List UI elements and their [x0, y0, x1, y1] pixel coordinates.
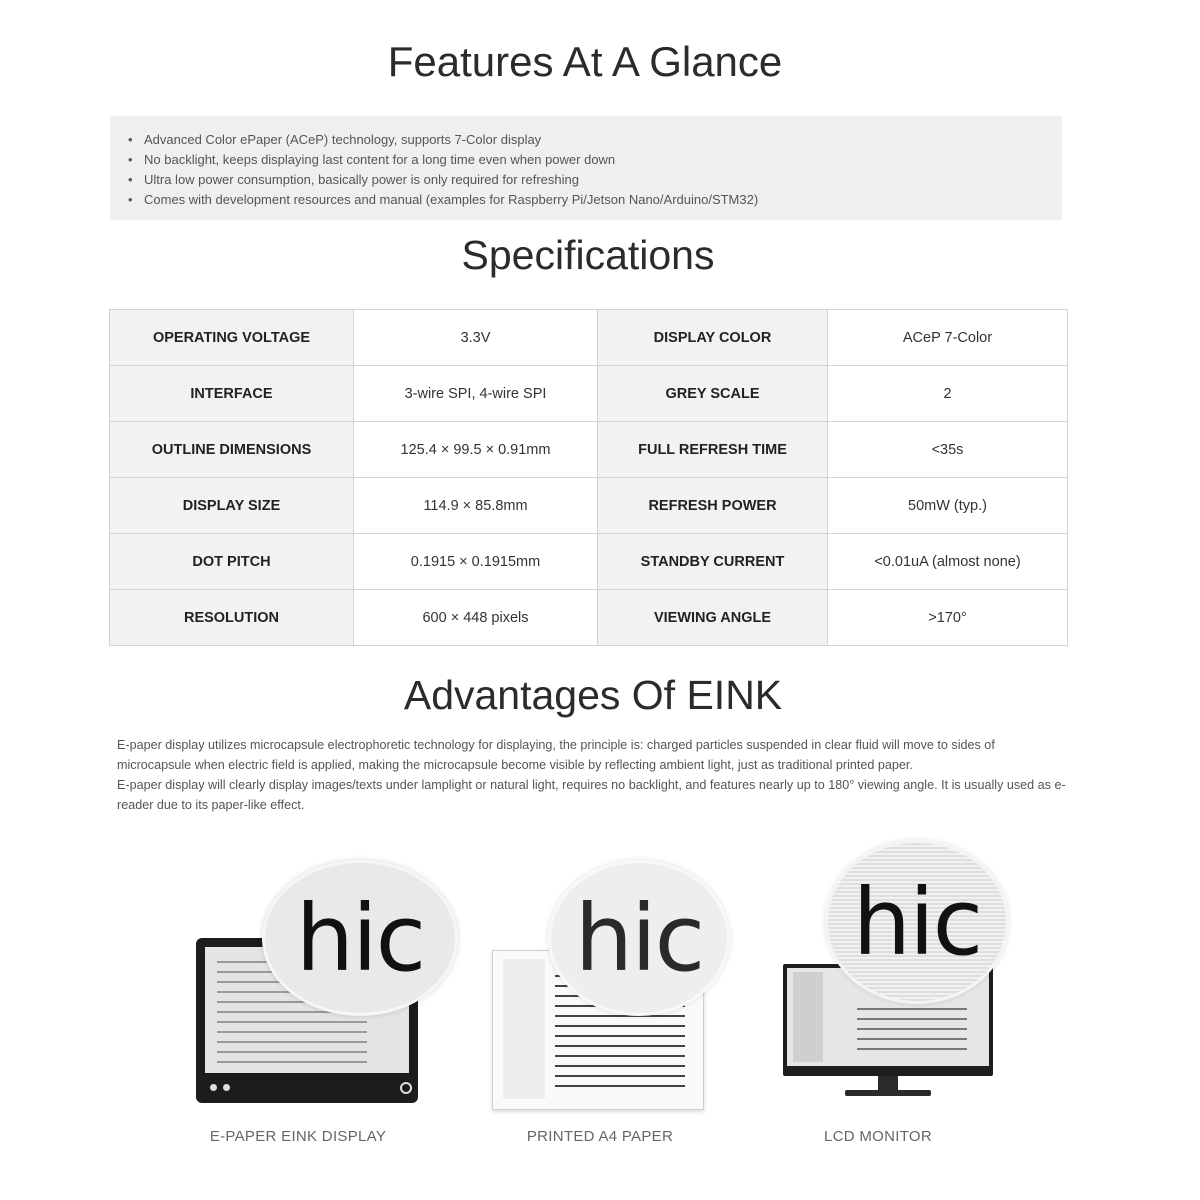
- table-row: [110, 534, 1068, 590]
- magnified-text: hic: [852, 868, 982, 976]
- spec-label: OPERATING VOLTAGE: [110, 310, 354, 366]
- spec-value: 2: [828, 366, 1068, 422]
- lcd-monitor-illustration: [775, 840, 1015, 1110]
- monitor-window-panel: [793, 972, 823, 1062]
- spec-value: >170°: [828, 590, 1068, 646]
- table-row: [110, 590, 1068, 646]
- spec-value: 0.1915 × 0.1915mm: [354, 534, 598, 590]
- feature-item: • No backlight, keeps displaying last content for a long time even when power down: [128, 150, 1062, 170]
- advantages-paragraph: E-paper display utilizes microcapsule electrophoretic technology for displaying, the principle is: charged particles suspended in clear fluid will move to sides of microcapsule when electric field is applied, making the microcapsule become visible by reflecting ambient light, just as traditional printed paper.: [117, 738, 995, 772]
- features-list-box: [110, 116, 1062, 220]
- feature-item: • Ultra low power consumption, basically power is only required for refreshing: [128, 170, 1062, 190]
- paper-magnifier: [548, 860, 730, 1016]
- spec-value: 3.3V: [354, 310, 598, 366]
- paper-sidebar: [503, 959, 545, 1099]
- spec-value: 114.9 × 85.8mm: [354, 478, 598, 534]
- spec-label: FULL REFRESH TIME: [598, 422, 828, 478]
- caption-eink-display: E-PAPER EINK DISPLAY: [209, 1128, 387, 1145]
- monitor-base: [845, 1090, 931, 1096]
- spec-label: RESOLUTION: [110, 590, 354, 646]
- advantages-description: [117, 735, 1067, 815]
- spec-label: GREY SCALE: [598, 366, 828, 422]
- features-list: [128, 130, 1062, 210]
- spec-label: DISPLAY COLOR: [598, 310, 828, 366]
- eink-magnifier: [262, 860, 458, 1016]
- spec-value: <0.01uA (almost none): [828, 534, 1068, 590]
- feature-item: • Comes with development resources and manual (examples for Raspberry Pi/Jetson Nano/Arduino/STM32): [128, 190, 1062, 210]
- spec-label: VIEWING ANGLE: [598, 590, 828, 646]
- spec-value: 3-wire SPI, 4-wire SPI: [354, 366, 598, 422]
- tablet-button-icon: [223, 1084, 230, 1091]
- table-row: [110, 310, 1068, 366]
- lcd-magnifier: [825, 840, 1009, 1004]
- table-row: [110, 422, 1068, 478]
- magnified-text: hic: [295, 884, 425, 992]
- spec-value: ACeP 7-Color: [828, 310, 1068, 366]
- monitor-text-lines: [857, 1008, 967, 1058]
- caption-printed-paper: PRINTED A4 PAPER: [526, 1128, 674, 1145]
- tablet-button-icon: [210, 1084, 217, 1091]
- spec-label: INTERFACE: [110, 366, 354, 422]
- spec-label: STANDBY CURRENT: [598, 534, 828, 590]
- spec-value: 50mW (typ.): [828, 478, 1068, 534]
- monitor-stand: [878, 1076, 898, 1090]
- tablet-power-icon: [400, 1082, 412, 1094]
- spec-label: OUTLINE DIMENSIONS: [110, 422, 354, 478]
- table-row: [110, 366, 1068, 422]
- magnified-text: hic: [574, 884, 704, 992]
- advantages-paragraph: E-paper display will clearly display images/texts under lamplight or natural light, requires no backlight, and features nearly up to 180° viewing angle. It is usually used as e-reader due to its paper-like effect.: [117, 778, 1066, 812]
- spec-label: REFRESH POWER: [598, 478, 828, 534]
- specifications-title: Specifications: [461, 232, 715, 278]
- specifications-table: [109, 309, 1068, 646]
- feature-item: • Advanced Color ePaper (ACeP) technology, supports 7-Color display: [128, 130, 1062, 150]
- advantages-title: Advantages Of EINK: [403, 672, 783, 718]
- spec-value: 125.4 × 99.5 × 0.91mm: [354, 422, 598, 478]
- printed-paper-illustration: [480, 860, 750, 1110]
- spec-value: <35s: [828, 422, 1068, 478]
- spec-label: DISPLAY SIZE: [110, 478, 354, 534]
- table-row: [110, 478, 1068, 534]
- spec-label: DOT PITCH: [110, 534, 354, 590]
- caption-lcd-monitor: LCD MONITOR: [823, 1128, 933, 1145]
- spec-value: 600 × 448 pixels: [354, 590, 598, 646]
- features-title: Features At A Glance: [387, 38, 783, 85]
- eink-display-illustration: [190, 860, 460, 1110]
